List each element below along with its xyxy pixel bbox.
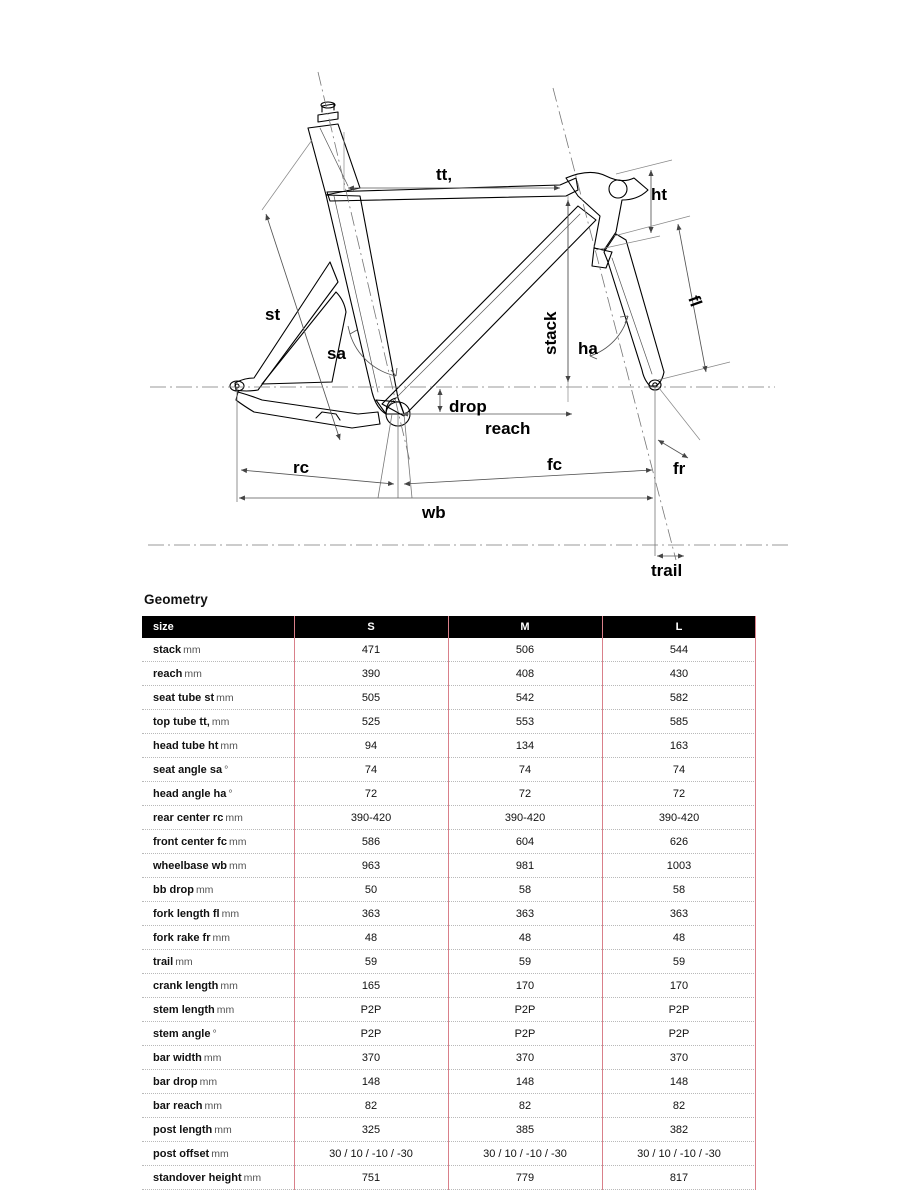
label-drop: drop [449,397,487,416]
row-value-s: 370 [294,1046,448,1070]
row-value-l: 163 [602,734,756,758]
geometry-section [142,592,756,1190]
row-value-l: 148 [602,1070,756,1094]
table-row [142,950,756,974]
row-value-s: P2P [294,998,448,1022]
row-value-m: 170 [448,974,602,998]
row-value-s: 505 [294,686,448,710]
row-value-m: 506 [448,638,602,662]
row-value-m: 390-420 [448,806,602,830]
row-label: head tube ht mm [142,734,294,758]
label-fr: fr [673,459,686,478]
row-value-m: 779 [448,1166,602,1190]
label-fc: fc [547,455,563,474]
row-value-l: 170 [602,974,756,998]
table-row [142,1046,756,1070]
row-value-s: 50 [294,878,448,902]
row-value-m: 134 [448,734,602,758]
row-value-m: 148 [448,1070,602,1094]
row-value-l: 626 [602,830,756,854]
table-row [142,806,756,830]
row-label: crank length mm [142,974,294,998]
row-value-m: P2P [448,998,602,1022]
row-label: stem angle ° [142,1022,294,1046]
row-value-l: 582 [602,686,756,710]
row-value-l: 59 [602,950,756,974]
row-label: trail mm [142,950,294,974]
row-value-l: 370 [602,1046,756,1070]
row-label: bar width mm [142,1046,294,1070]
table-row [142,1094,756,1118]
row-label: post offset mm [142,1142,294,1166]
row-value-m: 981 [448,854,602,878]
label-stack: stack [541,311,560,355]
row-label: stack mm [142,638,294,662]
table-row [142,902,756,926]
row-value-l: 430 [602,662,756,686]
geometry-table [142,616,756,1190]
row-value-m: 542 [448,686,602,710]
row-value-l: P2P [602,998,756,1022]
row-label: bar reach mm [142,1094,294,1118]
row-value-m: 48 [448,926,602,950]
row-label: fork length fl mm [142,902,294,926]
row-value-s: 525 [294,710,448,734]
label-reach: reach [485,419,531,438]
table-row [142,638,756,662]
row-value-s: 390-420 [294,806,448,830]
table-row [142,926,756,950]
label-ha: ha [578,339,598,358]
row-value-l: P2P [602,1022,756,1046]
row-value-s: 59 [294,950,448,974]
row-value-l: 544 [602,638,756,662]
row-value-l: 82 [602,1094,756,1118]
geometry-title: Geometry [144,592,208,607]
table-row [142,1118,756,1142]
table-row [142,1166,756,1190]
row-value-s: 82 [294,1094,448,1118]
row-value-s: 471 [294,638,448,662]
row-value-s: 30 / 10 / -10 / -30 [294,1142,448,1166]
row-value-m: 82 [448,1094,602,1118]
row-label: wheelbase wb mm [142,854,294,878]
table-row [142,1070,756,1094]
row-value-m: 30 / 10 / -10 / -30 [448,1142,602,1166]
row-value-l: 72 [602,782,756,806]
label-sa: sa [327,344,346,363]
row-value-m: 72 [448,782,602,806]
row-value-s: 363 [294,902,448,926]
row-value-l: 817 [602,1166,756,1190]
label-trail: trail [651,561,683,580]
row-label: fork rake fr mm [142,926,294,950]
table-row [142,1142,756,1166]
row-label: standover height mm [142,1166,294,1190]
row-value-s: P2P [294,1022,448,1046]
row-value-s: 586 [294,830,448,854]
row-value-s: 72 [294,782,448,806]
frame-outline [230,102,664,428]
label-ht: ht [651,185,668,204]
row-value-l: 585 [602,710,756,734]
row-label: seat angle sa ° [142,758,294,782]
row-label: stem length mm [142,998,294,1022]
row-label: post length mm [142,1118,294,1142]
row-value-m: 363 [448,902,602,926]
row-value-s: 74 [294,758,448,782]
table-row [142,1022,756,1046]
row-value-m: 553 [448,710,602,734]
row-value-l: 363 [602,902,756,926]
table-row [142,830,756,854]
row-value-m: 58 [448,878,602,902]
row-label: rear center rc mm [142,806,294,830]
label-wb: wb [422,503,446,522]
row-value-s: 751 [294,1166,448,1190]
row-value-s: 165 [294,974,448,998]
row-value-l: 48 [602,926,756,950]
row-value-m: 604 [448,830,602,854]
table-row [142,686,756,710]
row-value-s: 390 [294,662,448,686]
column-header-s: S [294,616,448,638]
row-value-m: 59 [448,950,602,974]
table-row [142,974,756,998]
row-value-m: 408 [448,662,602,686]
row-label: head angle ha ° [142,782,294,806]
label-st: st [265,305,281,324]
row-value-l: 382 [602,1118,756,1142]
table-row [142,782,756,806]
table-row [142,662,756,686]
row-label: front center fc mm [142,830,294,854]
row-value-l: 74 [602,758,756,782]
row-value-s: 48 [294,926,448,950]
row-label: seat tube st mm [142,686,294,710]
row-value-l: 1003 [602,854,756,878]
row-value-l: 58 [602,878,756,902]
row-value-m: 370 [448,1046,602,1070]
table-row [142,734,756,758]
row-value-m: 74 [448,758,602,782]
table-row [142,998,756,1022]
row-value-l: 30 / 10 / -10 / -30 [602,1142,756,1166]
table-row [142,854,756,878]
row-label: top tube tt‚ mm [142,710,294,734]
label-fl: fl [684,292,706,310]
label-tt: tt‚ [436,165,453,184]
label-rc: rc [293,458,310,477]
table-row [142,710,756,734]
row-label: reach mm [142,662,294,686]
row-label: bb drop mm [142,878,294,902]
row-value-l: 390-420 [602,806,756,830]
geometry-table-body [142,638,756,1190]
row-value-s: 963 [294,854,448,878]
table-row [142,878,756,902]
frame-geometry-diagram [0,0,900,590]
row-value-s: 325 [294,1118,448,1142]
column-header-l: L [602,616,756,638]
row-value-s: 94 [294,734,448,758]
row-label: bar drop mm [142,1070,294,1094]
row-value-s: 148 [294,1070,448,1094]
table-row [142,758,756,782]
column-header-m: M [448,616,602,638]
row-value-m: 385 [448,1118,602,1142]
column-header-size: size [142,616,294,638]
row-value-m: P2P [448,1022,602,1046]
table-header-row [142,616,756,638]
